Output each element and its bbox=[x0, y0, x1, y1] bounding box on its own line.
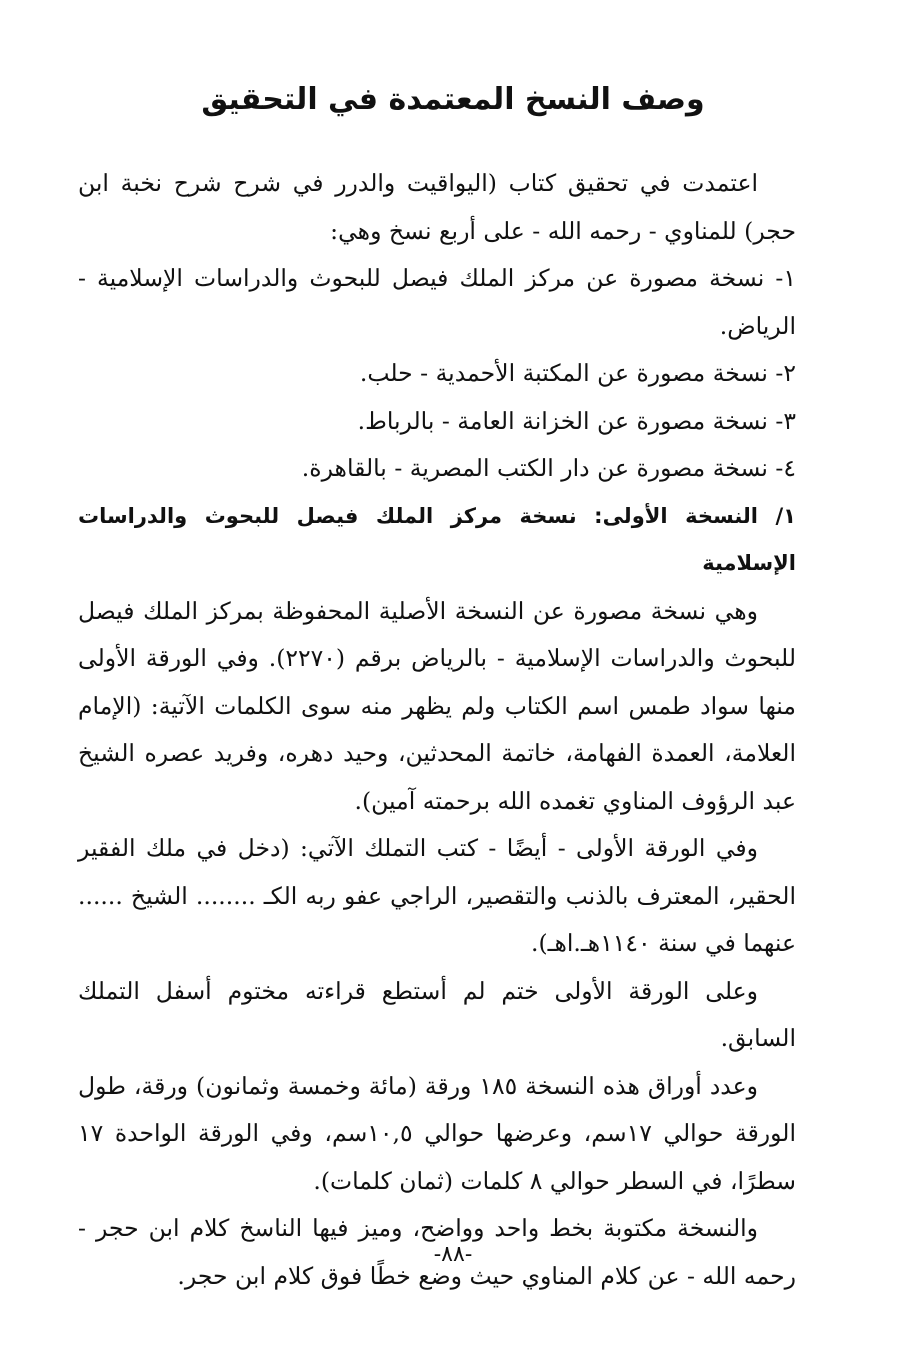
list-item-1: ١- نسخة مصورة عن مركز الملك فيصل للبحوث والدراسات الإسلامية - الرياض. bbox=[78, 264, 796, 340]
paragraph-script-description: والنسخة مكتوبة بخط واحد وواضح، وميز فيها الناسخ كلام ابن حجر - رحمه الله - عن كلام المناوي حيث وضع خطًا فوق كلام ابن حجر. bbox=[78, 1214, 796, 1290]
page-title: وصف النسخ المعتمدة في التحقيق bbox=[201, 82, 705, 117]
page-number: -٨٨- bbox=[433, 1242, 473, 1267]
document-body bbox=[78, 160, 796, 1300]
list-item-4: ٤- نسخة مصورة عن دار الكتب المصرية - بالقاهرة. bbox=[301, 454, 796, 482]
paragraph-seal-note: وعلى الورقة الأولى ختم لم أستطع قراءته مختوم أسفل التملك السابق. bbox=[78, 976, 796, 1052]
section-heading: ١/ النسخة الأولى: نسخة مركز الملك فيصل للبحوث والدراسات الإسلامية bbox=[78, 503, 796, 575]
paragraph-ownership-note: وفي الورقة الأولى - أيضًا - كتب التملك الآتي: (دخل في ملك الفقير الحقير، المعترف بالذنب والتقصير، الراجي عفو ربه الكـ ........ الشيخ ...... عنهما في سنة ١١٤٠هـ.اهـ). bbox=[78, 834, 796, 957]
intro-paragraph: اعتمدت في تحقيق كتاب (اليواقيت والدرر في شرح شرح نخبة ابن حجر) للمناوي - رحمه الله - على أربع نسخ وهي: bbox=[78, 169, 796, 245]
paragraph-folio-count: وعدد أوراق هذه النسخة ١٨٥ ورقة (مائة وخمسة وثمانون) ورقة، طول الورقة حوالي ١٧سم، وعرضها حوالي ١٠,٥سم، وفي الورقة الواحدة ١٧ سطرًا، في السطر حوالي ٨ كلمات (ثمان كلمات). bbox=[78, 1071, 796, 1195]
paragraph-manuscript-description: وهي نسخة مصورة عن النسخة الأصلية المحفوظة بمركز الملك فيصل للبحوث والدراسات الإسلامية - بالرياض برقم (٢٢٧٠). وفي الورقة الأولى منها سواد طمس اسم الكتاب ولم يظهر منه سوى الكلمات الآتية: (الإمام العلامة، العمدة الفهامة، خاتمة المحدثين، وحيد دهره، وفريد عصره الشيخ عبد الرؤوف المناوي تغمده الله برحمته آمين). bbox=[78, 596, 796, 815]
list-item-2: ٢- نسخة مصورة عن المكتبة الأحمدية - حلب. bbox=[359, 359, 796, 387]
list-item-3: ٣- نسخة مصورة عن الخزانة العامة - بالرباط. bbox=[357, 406, 796, 435]
